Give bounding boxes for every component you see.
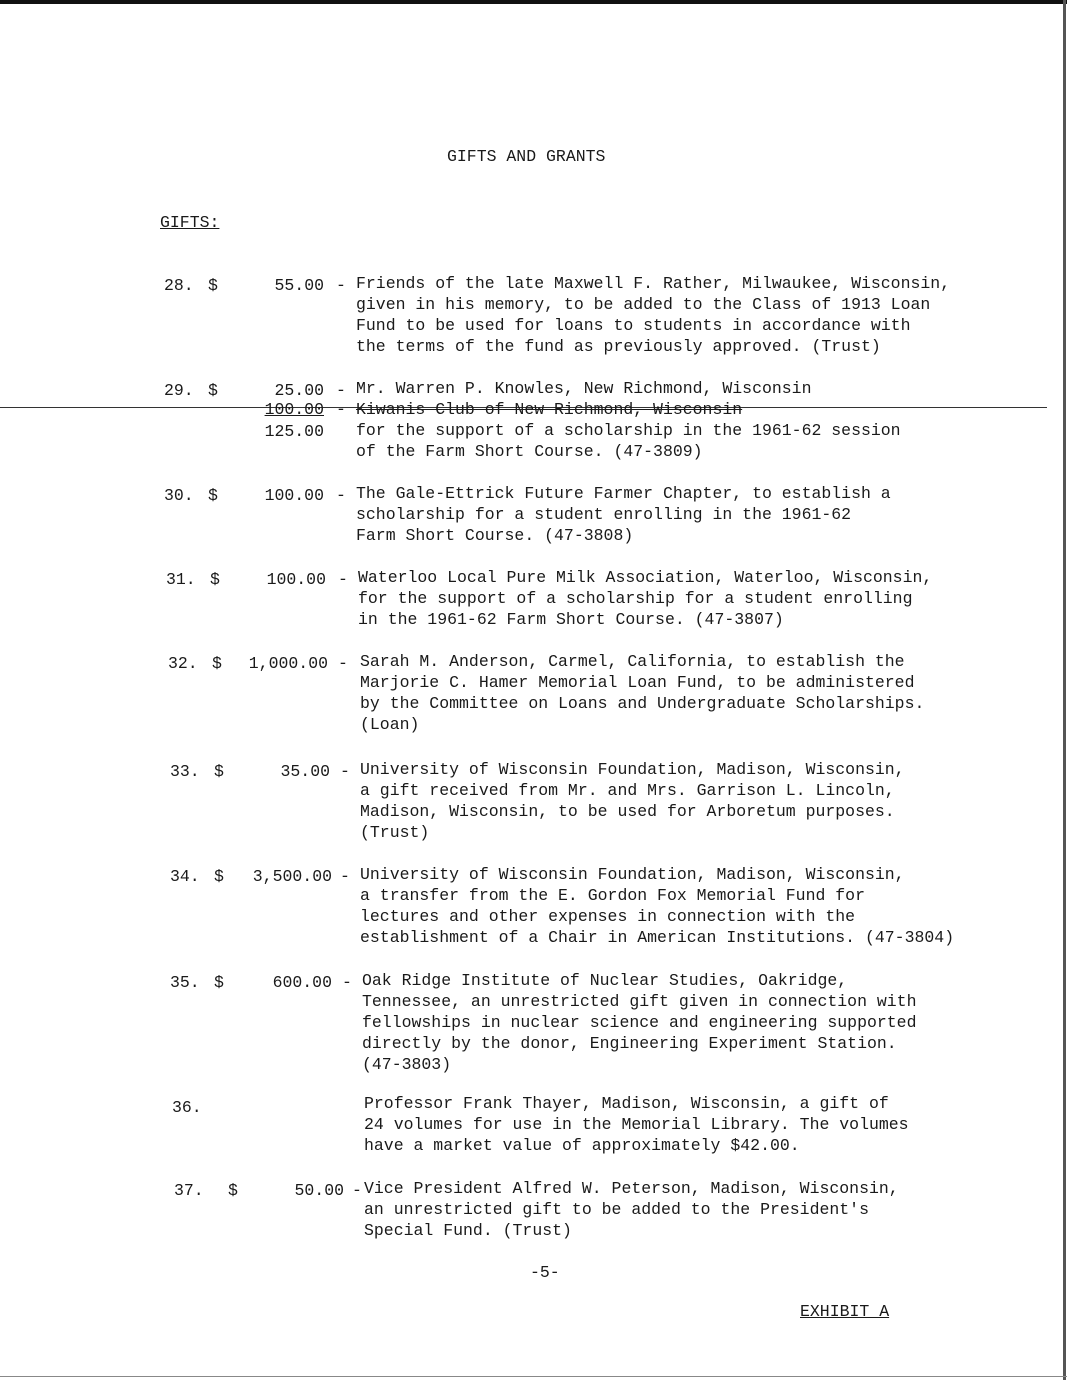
entry-line: a transfer from the E. Gordon Fox Memorial Fund for [360, 886, 865, 905]
entry-description [356, 378, 901, 462]
entry-line: The Gale-Ettrick Future Farmer Chapter, to establish a [356, 484, 891, 503]
entry-number: 34. [170, 867, 200, 886]
entry-line: Farm Short Course. (47-3808) [356, 526, 634, 545]
entry-dollar-sign: $ [228, 1181, 238, 1200]
entry-line: the terms of the fund as previously approved. (Trust) [356, 337, 881, 356]
entry-line: fellowships in nuclear science and engineering supported [362, 1013, 917, 1032]
entry-line: scholarship for a student enrolling in the 1961-62 [356, 505, 852, 524]
entry-description [360, 759, 905, 843]
entry-number: 35. [170, 973, 200, 992]
entry-amount: 35.00 [280, 762, 330, 781]
entry-line: a gift received from Mr. and Mrs. Garrison L. Lincoln, [360, 781, 895, 800]
entry-description [364, 1178, 899, 1241]
entry-line: lectures and other expenses in connection with the [360, 907, 856, 926]
entry-number: 28. [164, 276, 194, 295]
entry-dollar-sign: $ [214, 973, 224, 992]
entry-dollar-sign: $ [208, 381, 218, 400]
entry-line: Vice President Alfred W. Peterson, Madison, Wisconsin, [364, 1179, 899, 1198]
entry-line: Special Fund. (Trust) [364, 1221, 572, 1240]
entry-dash-second: - [336, 400, 346, 419]
page-title: GIFTS AND GRANTS [447, 147, 606, 166]
entry-line: Marjorie C. Hamer Memorial Loan Fund, to be administered [360, 673, 915, 692]
page-top-border [0, 0, 1067, 4]
entry-number: 29. [164, 381, 194, 400]
entry-line: of the Farm Short Course. (47-3809) [356, 442, 703, 461]
exhibit-label: EXHIBIT A [800, 1302, 890, 1321]
entry-dash: - [336, 381, 346, 400]
entry-line: have a market value of approximately $42.00. [364, 1136, 800, 1155]
entry-amount: 600.00 [272, 973, 332, 992]
entry-description [358, 567, 932, 630]
entry-line: establishment of a Chair in American Institutions. (47-3804) [360, 928, 955, 947]
entry-line: in the 1961-62 Farm Short Course. (47-3807) [358, 610, 784, 629]
entry-amount: 3,500.00 [252, 867, 332, 886]
entry-amount: 25.00 [274, 381, 324, 400]
entry-line: Oak Ridge Institute of Nuclear Studies, Oakridge, [362, 971, 848, 990]
entry-dash: - [336, 486, 346, 505]
entry-line-struck: Kiwanis Club of New Richmond, Wisconsin [356, 400, 743, 419]
entry-line: Mr. Warren P. Knowles, New Richmond, Wisconsin [356, 379, 812, 398]
entry-amount: 55.00 [274, 276, 324, 295]
entry-line: University of Wisconsin Foundation, Madison, Wisconsin, [360, 760, 905, 779]
entry-line: Friends of the late Maxwell F. Rather, Milwaukee, Wisconsin, [356, 274, 951, 293]
page-right-border [1063, 0, 1066, 1380]
entry-line: by the Committee on Loans and Undergraduate Scholarships. [360, 694, 925, 713]
entry-line: Tennessee, an unrestricted gift given in connection with [362, 992, 917, 1011]
entry-amount: 100.00 [266, 570, 326, 589]
entry-number: 30. [164, 486, 194, 505]
entry-dash: - [338, 570, 348, 589]
entry-number: 36. [172, 1098, 202, 1117]
entry-description [364, 1093, 909, 1156]
entry-line: an unrestricted gift to be added to the President's [364, 1200, 869, 1219]
entry-description [360, 651, 924, 735]
entry-dollar-sign: $ [212, 654, 222, 673]
section-heading: GIFTS: [160, 213, 220, 232]
entry-dollar-sign: $ [214, 762, 224, 781]
entry-line: Madison, Wisconsin, to be used for Arboretum purposes. [360, 802, 895, 821]
entry-description [356, 273, 950, 357]
entry-dollar-sign: $ [208, 486, 218, 505]
entry-line: Professor Frank Thayer, Madison, Wisconsin, a gift of [364, 1094, 889, 1113]
entry-dash: - [352, 1181, 362, 1200]
entry-amount-second: 100.00 [264, 400, 324, 419]
entry-line: (Loan) [360, 715, 420, 734]
entry-amount-total: 125.00 [264, 422, 324, 441]
entry-dash: - [338, 654, 348, 673]
entry-line: 24 volumes for use in the Memorial Library. The volumes [364, 1115, 909, 1134]
entry-dollar-sign: $ [208, 276, 218, 295]
entry-line: (47-3803) [362, 1055, 452, 1074]
entry-line: for the support of a scholarship in the 1961-62 session [356, 421, 901, 440]
entry-description [356, 483, 891, 546]
entry-dash: - [336, 276, 346, 295]
entry-line: given in his memory, to be added to the Class of 1913 Loan [356, 295, 931, 314]
entry-line: Fund to be used for loans to students in accordance with [356, 316, 911, 335]
entry-line: for the support of a scholarship for a student enrolling [358, 589, 913, 608]
entry-dash: - [340, 762, 350, 781]
entry-line: directly by the donor, Engineering Experiment Station. [362, 1034, 897, 1053]
entry-line: University of Wisconsin Foundation, Madison, Wisconsin, [360, 865, 905, 884]
entry-line: Waterloo Local Pure Milk Association, Waterloo, Wisconsin, [358, 568, 933, 587]
entry-number: 31. [166, 570, 196, 589]
entry-dollar-sign: $ [214, 867, 224, 886]
entry-amount: 1,000.00 [248, 654, 328, 673]
entry-number: 32. [168, 654, 198, 673]
entry-dollar-sign: $ [210, 570, 220, 589]
entry-dash: - [340, 867, 350, 886]
entry-line: Sarah M. Anderson, Carmel, California, to establish the [360, 652, 905, 671]
entry-description [362, 970, 917, 1075]
entry-line: (Trust) [360, 823, 430, 842]
entry-amount: 100.00 [264, 486, 324, 505]
entry-number: 37. [174, 1181, 204, 1200]
entry-number: 33. [170, 762, 200, 781]
entry-dash: - [342, 973, 352, 992]
page-number: -5- [530, 1263, 560, 1282]
entry-amount: 50.00 [294, 1181, 344, 1200]
page-bottom-border [0, 1376, 1067, 1377]
entry-description [360, 864, 954, 948]
